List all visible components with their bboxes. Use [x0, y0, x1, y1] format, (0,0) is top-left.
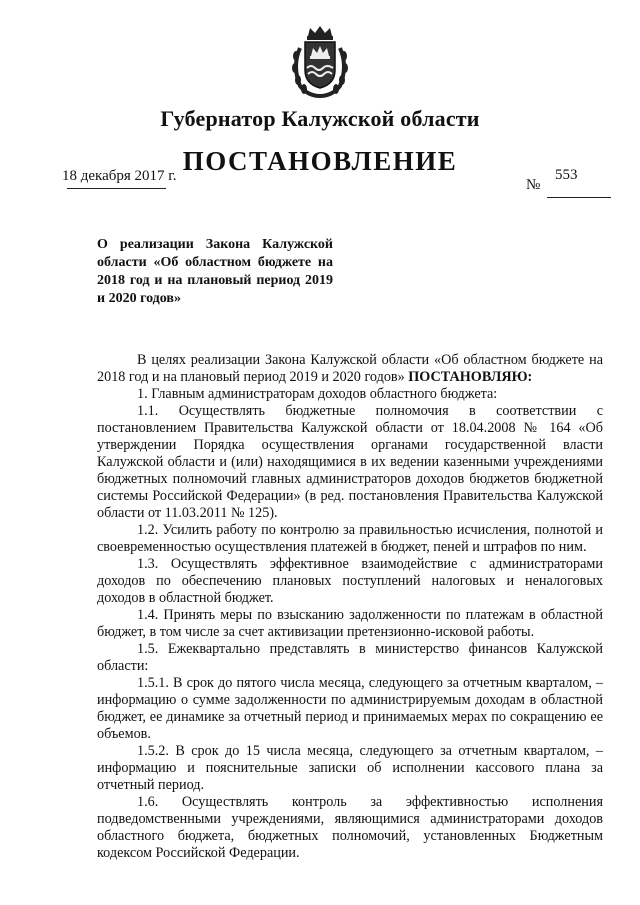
document-number: 553 — [555, 167, 578, 183]
document-type: ПОСТАНОВЛЕНИЕ — [182, 146, 458, 176]
paragraph-1-5: 1.5. Ежеквартально представлять в министерство финансов Калужской области: — [97, 641, 603, 674]
document-subject: О реализации Закона Калужской области «Об областном бюджете на 2018 год и на плановый период 2019 и 2020 годов» — [97, 237, 333, 306]
paragraph-1-1: 1.1. Осуществлять бюджетные полномочия в соответствии с постановлением Правительства Калужской области от 18.04.2008 № 164 «Об утверждении Порядка осуществления органами государственной власти Калужской области и (или) находящимися в их ведении казенными учреждениями бюджетных полномочий главных администраторов доходов бюджетов бюджетной системы Российской Федерации» (в ред. постановления Правительства Калужской области от 11.03.2011 № 125). — [97, 403, 603, 521]
issuer-title: Губернатор Калужской области — [160, 106, 480, 131]
paragraph-1-5-2: 1.5.2. В срок до 15 числа месяца, следующего за отчетным кварталом, – информацию и пояснительные записки об исполнении кассового плана за отчетный период. — [97, 743, 603, 793]
intro-paragraph — [97, 352, 603, 386]
document-body — [97, 352, 603, 862]
number-sign: № — [526, 177, 541, 193]
number-underline — [547, 197, 611, 198]
paragraph-1: 1. Главным администраторам доходов областного бюджета: — [137, 386, 498, 402]
decree-keyword: ПОСТАНОВЛЯЮ: — [408, 369, 533, 385]
paragraph-1-3: 1.3. Осуществлять эффективное взаимодействие с администраторами доходов по обеспечению плановых поступлений налоговых и неналоговых доходов в областной бюджет. — [97, 556, 603, 606]
paragraph-1-6: 1.6. Осуществлять контроль за эффективностью исполнения подведомственными учреждениями, являющимися администраторами доходов областного бюджета, бюджетных полномочий, установленных Бюджетным кодексом Российской Федерации. — [97, 794, 603, 861]
paragraph-1-2: 1.2. Усилить работу по контролю за правильностью исчисления, полнотой и своевременностью осуществления платежей в бюджет, пеней и штрафов по ним. — [97, 522, 603, 555]
paragraph-1-4: 1.4. Принять меры по взысканию задолженности по платежам в областной бюджет, в том числе за счет активизации претензионно-исковой работы. — [97, 607, 603, 640]
intro-text: В целях реализации Закона Калужской области «Об областном бюджете на 2018 год и на плановый период 2019 и 2020 годов» — [97, 352, 603, 385]
paragraph-1-5-1: 1.5.1. В срок до пятого числа месяца, следующего за отчетным кварталом, – информацию о сумме задолженности по администрируемым доходам в областной бюджет, ее динамике за отчетный период и принимаемых мерах по сокращению ее объемов. — [97, 675, 603, 742]
date-underline — [67, 188, 166, 189]
kaluga-coat-of-arms-icon — [290, 26, 350, 98]
document-date: 18 декабря 2017 г. — [62, 168, 177, 184]
